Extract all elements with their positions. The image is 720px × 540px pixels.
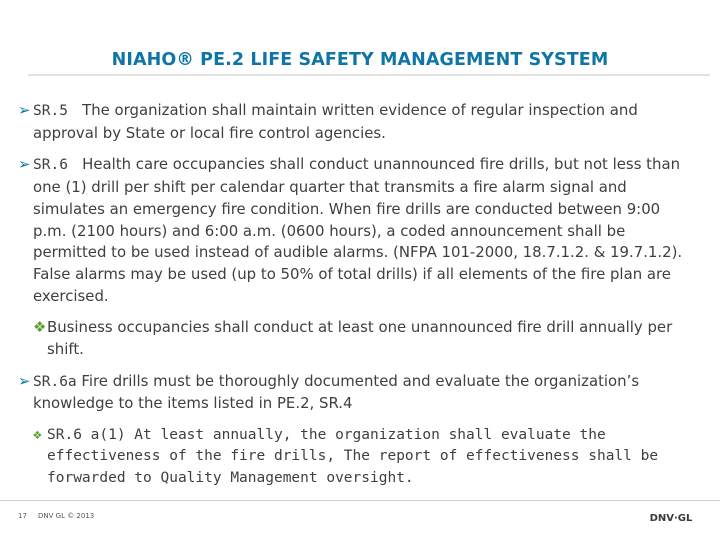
- sub-bullet-text: SR.6 a(1) At least annually, the organization shall evaluate the effectiveness of the fire drills, The report of effectiveness shall be forwarded to Quality Management oversight.: [47, 427, 659, 486]
- dnv-gl-logo: [636, 510, 706, 524]
- diamond-check-bullet-icon: ❖: [33, 318, 47, 337]
- bullet-code: SR.6: [33, 157, 68, 174]
- arrow-bullet-icon: ➢: [18, 371, 31, 390]
- footer-copyright: DNV GL © 2013: [38, 512, 95, 520]
- bullet-text: Fire drills must be thoroughly documented and evaluate the organization’s knowledge to the items listed in PE.2, SR.4: [33, 371, 640, 413]
- diamond-check-bullet-icon: ❖: [33, 427, 42, 444]
- footer-divider: [0, 500, 720, 501]
- title-divider: [28, 74, 710, 76]
- page-number: 17: [18, 512, 27, 520]
- bullet-sr5: [18, 100, 696, 144]
- arrow-bullet-icon: ➢: [18, 101, 31, 119]
- bullet-sr6: [18, 154, 696, 307]
- bullet-text: The organization shall maintain written evidence of regular inspection and approval by State or local fire control agencies.: [33, 101, 638, 142]
- bullet-code: SR.6a: [33, 373, 77, 390]
- bullet-text: Health care occupancies shall conduct unannounced fire drills, but not less than one (1) drill per shift per calendar quarter that transmits a fire alarm signal and simulates an emergency fire condition. When fire drills are conducted between 9:00 p.m. (2100 hours) and 6:00 a.m. (0600 hours), a coded announcement shall be permitted to be used instead of audible alarms. (NFPA 101-2000, 18.7.1.2. & 19.7.1.2). False alarms may be used (up to 50% of total drills) if all elements of the fire plan are exercised.: [33, 155, 683, 305]
- bullet-sr6a: [18, 371, 696, 415]
- bullet-code: SR.5: [33, 103, 68, 119]
- slide-title: NIAHO® PE.2 LIFE SAFETY MANAGEMENT SYSTEM: [111, 50, 609, 70]
- logo-text: DNV·GL: [649, 513, 693, 524]
- sub-bullet-business: [33, 317, 696, 360]
- arrow-bullet-icon: ➢: [18, 155, 31, 174]
- sub-bullet-sr6a1: [33, 425, 696, 489]
- sub-bullet-text: Business occupancies shall conduct at least one unannounced fire drill annually per shift.: [47, 318, 673, 359]
- slide-content: [18, 100, 696, 499]
